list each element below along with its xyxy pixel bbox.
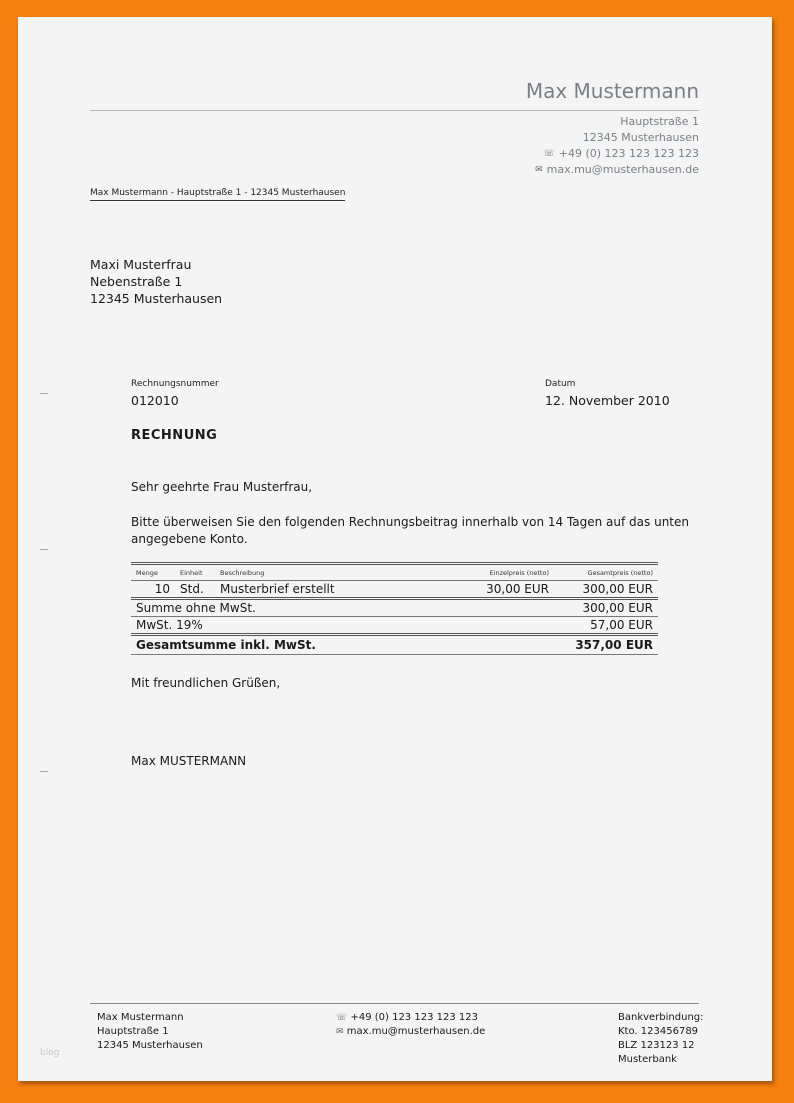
vat-row bbox=[131, 617, 658, 635]
grand-total-label: Gesamtsumme inkl. MwSt. bbox=[136, 638, 316, 652]
recipient-city: 12345 Musterhausen bbox=[90, 291, 223, 306]
grand-total-row bbox=[131, 635, 658, 655]
return-address: Max Mustermann - Hauptstraße 1 - 12345 Musterhausen bbox=[90, 188, 345, 201]
vat-value: 57,00 EUR bbox=[590, 618, 653, 632]
subtotal-row bbox=[131, 599, 658, 617]
footer-street: Hauptstraße 1 bbox=[97, 1026, 169, 1037]
date-label: Datum bbox=[545, 379, 576, 389]
footer-bank bbox=[618, 1011, 704, 1067]
footer-contact bbox=[336, 1011, 485, 1039]
cell-total: 300,00 EUR bbox=[582, 582, 653, 596]
phone-icon: ☏ bbox=[543, 148, 555, 159]
table-header-row bbox=[131, 564, 658, 581]
invoice-number: 012010 bbox=[131, 393, 179, 408]
col-header-desc: Beschreibung bbox=[220, 568, 265, 577]
footer-address bbox=[97, 1011, 203, 1053]
recipient-street: Nebenstraße 1 bbox=[90, 274, 183, 289]
footer-email: max.mu@musterhausen.de bbox=[346, 1026, 486, 1037]
sender-city: 12345 Musterhausen bbox=[582, 131, 699, 144]
cell-qty: 10 bbox=[154, 582, 170, 596]
footer-phone: +49 (0) 123 123 123 123 bbox=[350, 1012, 478, 1023]
footer-city: 12345 Musterhausen bbox=[97, 1040, 203, 1051]
invoice-table bbox=[131, 562, 658, 655]
recipient-address bbox=[90, 256, 222, 307]
bank-account: Kto. 123456789 bbox=[618, 1026, 699, 1037]
col-header-unit-price: Einzelpreis (netto) bbox=[489, 568, 549, 577]
salutation: Sehr geehrte Frau Musterfrau, bbox=[131, 480, 313, 494]
body-line-2: angegebene Konto. bbox=[131, 532, 248, 546]
sender-phone-line bbox=[543, 147, 699, 160]
fold-mark bbox=[40, 393, 48, 394]
invoice-title: RECHNUNG bbox=[131, 428, 218, 443]
envelope-icon: ✉ bbox=[535, 164, 543, 175]
col-header-total: Gesamtpreis (netto) bbox=[587, 568, 653, 577]
table-row bbox=[131, 581, 658, 599]
grand-total-value: 357,00 EUR bbox=[575, 638, 653, 652]
letter-page bbox=[18, 17, 772, 1081]
vat-label: MwSt. 19% bbox=[136, 618, 203, 632]
watermark: blog bbox=[40, 1048, 60, 1058]
col-header-qty: Menge bbox=[136, 568, 158, 577]
fold-mark bbox=[40, 771, 48, 772]
col-header-unit: Einheit bbox=[180, 568, 203, 577]
invoice-date: 12. November 2010 bbox=[545, 393, 670, 408]
cell-unit-price: 30,00 EUR bbox=[486, 582, 549, 596]
subtotal-value: 300,00 EUR bbox=[582, 601, 653, 615]
bank-heading: Bankverbindung: bbox=[618, 1012, 704, 1023]
invoice-number-label: Rechnungsnummer bbox=[131, 379, 219, 389]
footer-divider bbox=[90, 1003, 699, 1004]
subtotal-label: Summe ohne MwSt. bbox=[136, 601, 256, 615]
bank-name: Musterbank bbox=[618, 1054, 677, 1065]
footer-phone-line bbox=[336, 1011, 485, 1025]
sender-email-line bbox=[535, 163, 699, 176]
footer-name: Max Mustermann bbox=[97, 1012, 184, 1023]
recipient-name: Maxi Musterfrau bbox=[90, 257, 192, 272]
body-line-1: Bitte überweisen Sie den folgenden Rechnungsbeitrag innerhalb von 14 Tagen auf das unten bbox=[131, 515, 689, 529]
header-divider bbox=[90, 110, 699, 111]
sender-email: max.mu@musterhausen.de bbox=[546, 163, 699, 176]
sender-name: Max Mustermann bbox=[525, 79, 699, 103]
cell-desc: Musterbrief erstellt bbox=[220, 582, 335, 596]
fold-mark bbox=[40, 549, 48, 550]
sender-street: Hauptstraße 1 bbox=[620, 115, 699, 128]
signature: Max MUSTERMANN bbox=[131, 754, 247, 768]
phone-icon: ☏ bbox=[336, 1013, 348, 1023]
cell-unit: Std. bbox=[180, 582, 204, 596]
footer-email-line bbox=[336, 1025, 485, 1039]
bank-code: BLZ 123123 12 bbox=[618, 1040, 695, 1051]
closing: Mit freundlichen Grüßen, bbox=[131, 676, 281, 690]
envelope-icon: ✉ bbox=[336, 1027, 344, 1037]
sender-phone: +49 (0) 123 123 123 123 bbox=[558, 147, 699, 160]
